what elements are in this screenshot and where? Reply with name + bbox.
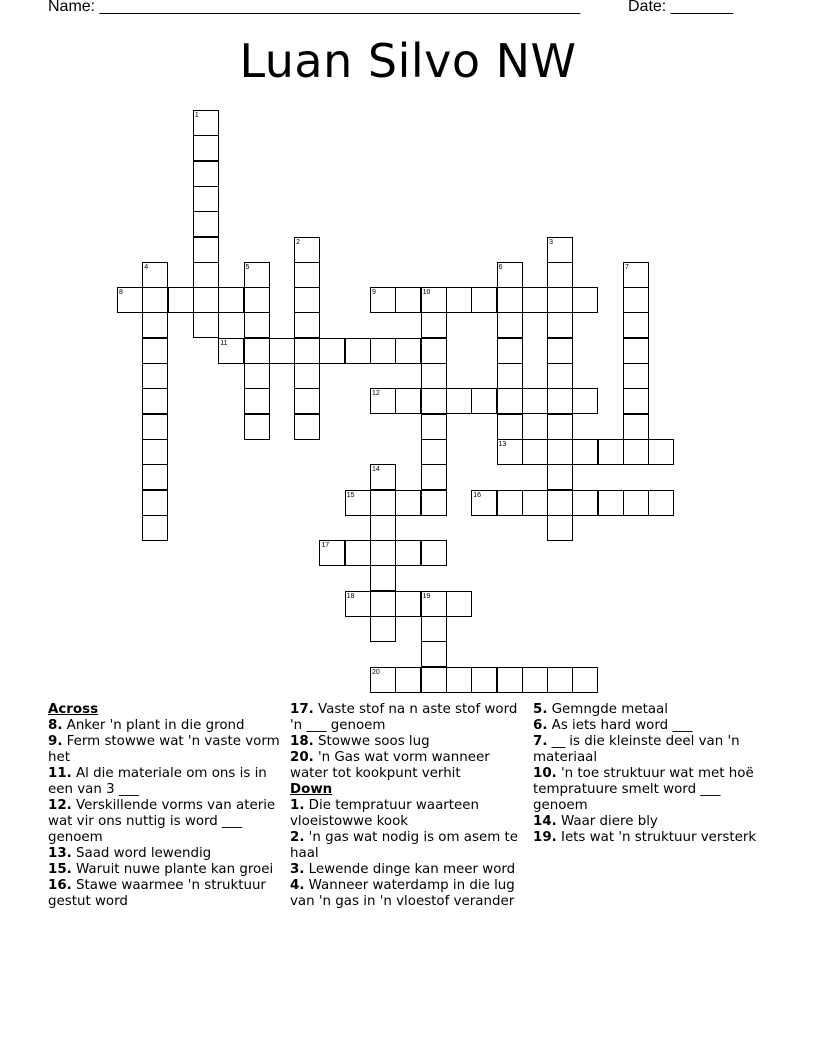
across-clue bbox=[48, 862, 288, 878]
grid-cell[interactable] bbox=[421, 388, 447, 414]
grid-cell[interactable] bbox=[421, 667, 447, 693]
grid-cell[interactable] bbox=[547, 363, 573, 389]
across-clue bbox=[48, 734, 288, 766]
clue-number: 3. bbox=[290, 862, 305, 877]
grid-cell[interactable] bbox=[142, 515, 168, 541]
grid-cell[interactable] bbox=[395, 540, 421, 566]
grid-cell[interactable] bbox=[522, 490, 548, 516]
clue-text: Wanneer waterdamp in die lug van 'n gas in 'n vloestof verander bbox=[290, 878, 515, 909]
grid-cell[interactable] bbox=[244, 414, 270, 440]
cell-number: 8 bbox=[119, 289, 123, 297]
grid-cell[interactable] bbox=[421, 464, 447, 490]
grid-cell[interactable] bbox=[370, 338, 396, 364]
grid-cell[interactable] bbox=[269, 338, 295, 364]
grid-cell[interactable] bbox=[572, 490, 598, 516]
grid-cell[interactable] bbox=[345, 540, 371, 566]
grid-cell[interactable] bbox=[598, 439, 624, 465]
down-clue bbox=[533, 766, 773, 814]
down-clue bbox=[533, 718, 773, 734]
clue-number: 6. bbox=[533, 718, 548, 733]
grid-cell[interactable] bbox=[395, 388, 421, 414]
grid-cell[interactable] bbox=[547, 287, 573, 313]
across-clue bbox=[48, 878, 288, 910]
clue-number: 18. bbox=[290, 734, 314, 749]
clue-number: 20. bbox=[290, 750, 314, 765]
grid-cell[interactable] bbox=[294, 262, 320, 288]
grid-cell[interactable] bbox=[345, 591, 371, 617]
grid-cell[interactable] bbox=[623, 363, 649, 389]
down-clue bbox=[290, 830, 530, 862]
clues-column-1 bbox=[48, 702, 288, 910]
grid-cell[interactable] bbox=[497, 667, 523, 693]
grid-cell[interactable] bbox=[370, 667, 396, 693]
grid-cell[interactable] bbox=[572, 287, 598, 313]
down-clue bbox=[533, 814, 773, 830]
clue-text: Iets wat 'n struktuur versterk bbox=[556, 830, 757, 845]
clue-number: 1. bbox=[290, 798, 305, 813]
clue-text: Gemngde metaal bbox=[547, 702, 668, 717]
grid-cell[interactable] bbox=[446, 591, 472, 617]
grid-cell[interactable] bbox=[598, 490, 624, 516]
grid-cell[interactable] bbox=[497, 338, 523, 364]
grid-cell[interactable] bbox=[319, 338, 345, 364]
grid-cell[interactable] bbox=[345, 338, 371, 364]
grid-cell[interactable] bbox=[193, 312, 219, 338]
down-clue bbox=[290, 798, 530, 830]
grid-cell[interactable] bbox=[547, 338, 573, 364]
date-field[interactable]: Date: _______ bbox=[628, 0, 733, 15]
cell-number: 3 bbox=[549, 238, 553, 246]
down-heading: Down bbox=[290, 782, 333, 797]
grid-cell[interactable] bbox=[497, 490, 523, 516]
grid-cell[interactable] bbox=[370, 565, 396, 591]
page-title: Luan Silvo NW bbox=[239, 34, 577, 88]
clue-number: 16. bbox=[48, 878, 72, 893]
grid-cell[interactable] bbox=[395, 287, 421, 313]
grid-cell[interactable] bbox=[142, 414, 168, 440]
grid-cell[interactable] bbox=[446, 287, 472, 313]
grid-cell[interactable] bbox=[244, 287, 270, 313]
grid-cell[interactable] bbox=[421, 363, 447, 389]
cell-number: 10 bbox=[422, 289, 431, 297]
clue-text: Waar diere bly bbox=[556, 814, 658, 829]
down-clue bbox=[533, 702, 773, 718]
grid-cell[interactable] bbox=[497, 439, 523, 465]
across-clue bbox=[290, 750, 530, 782]
grid-cell[interactable] bbox=[142, 464, 168, 490]
grid-cell[interactable] bbox=[421, 641, 447, 667]
grid-cell[interactable] bbox=[522, 439, 548, 465]
across-heading: Across bbox=[48, 702, 99, 717]
across-clue bbox=[48, 766, 288, 798]
grid-cell[interactable] bbox=[294, 363, 320, 389]
clue-text: __ is die kleinste deel van 'n materiaal bbox=[533, 734, 740, 765]
cell-number: 11 bbox=[220, 339, 228, 347]
cell-number: 5 bbox=[245, 263, 250, 271]
grid-cell[interactable] bbox=[370, 616, 396, 642]
grid-cell[interactable] bbox=[142, 490, 168, 516]
across-clue bbox=[48, 798, 288, 846]
grid-cell[interactable] bbox=[522, 287, 548, 313]
grid-cell[interactable] bbox=[547, 312, 573, 338]
cell-number: 6 bbox=[498, 263, 503, 271]
grid-cell[interactable] bbox=[193, 287, 219, 313]
grid-cell[interactable] bbox=[395, 667, 421, 693]
grid-cell[interactable] bbox=[547, 667, 573, 693]
clue-number: 11. bbox=[48, 766, 72, 781]
clue-text: Stowwe soos lug bbox=[313, 734, 430, 749]
clue-number: 8. bbox=[48, 718, 63, 733]
grid-cell[interactable] bbox=[294, 388, 320, 414]
grid-cell[interactable] bbox=[471, 388, 497, 414]
cell-number: 20 bbox=[372, 668, 380, 676]
grid-cell[interactable] bbox=[370, 490, 396, 516]
grid-cell[interactable] bbox=[497, 312, 523, 338]
clue-number: 9. bbox=[48, 734, 63, 749]
clue-number: 12. bbox=[48, 798, 72, 813]
grid-cell[interactable] bbox=[421, 591, 447, 617]
grid-cell[interactable] bbox=[623, 439, 649, 465]
grid-cell[interactable] bbox=[370, 515, 396, 541]
clue-text: Saad word lewendig bbox=[71, 846, 212, 861]
grid-cell[interactable] bbox=[471, 490, 497, 516]
clue-text: 'n Gas wat vorm wanneer water tot kookpunt verhit bbox=[290, 750, 490, 781]
clue-text: Lewende dinge kan meer word bbox=[304, 862, 516, 877]
grid-cell[interactable] bbox=[193, 262, 219, 288]
grid-cell[interactable] bbox=[547, 262, 573, 288]
cell-number: 18 bbox=[346, 592, 355, 600]
clues-column-3 bbox=[533, 702, 773, 846]
grid-cell[interactable] bbox=[142, 312, 168, 338]
grid-cell[interactable] bbox=[421, 338, 447, 364]
grid-cell[interactable] bbox=[244, 388, 270, 414]
grid-cell[interactable] bbox=[244, 262, 270, 288]
cell-number: 19 bbox=[422, 592, 431, 600]
down-clue bbox=[533, 830, 773, 846]
grid-cell[interactable] bbox=[572, 667, 598, 693]
cell-number: 7 bbox=[625, 263, 629, 271]
grid-cell[interactable] bbox=[117, 287, 143, 313]
clue-number: 15. bbox=[48, 862, 72, 877]
grid-cell[interactable] bbox=[193, 161, 219, 187]
grid-cell[interactable] bbox=[142, 287, 168, 313]
across-clue bbox=[48, 846, 288, 862]
grid-cell[interactable] bbox=[244, 312, 270, 338]
grid-cell[interactable] bbox=[446, 388, 472, 414]
grid-cell[interactable] bbox=[294, 338, 320, 364]
cell-number: 17 bbox=[321, 542, 330, 550]
clue-text: Ferm stowwe wat 'n vaste vorm het bbox=[48, 734, 280, 765]
clue-number: 13. bbox=[48, 846, 72, 861]
grid-cell[interactable] bbox=[294, 287, 320, 313]
grid-cell[interactable] bbox=[193, 110, 219, 136]
cell-number: 14 bbox=[372, 466, 380, 474]
grid-cell[interactable] bbox=[244, 338, 270, 364]
grid-cell[interactable] bbox=[522, 667, 548, 693]
grid-cell[interactable] bbox=[421, 312, 447, 338]
cell-number: 2 bbox=[296, 238, 300, 246]
grid-cell[interactable] bbox=[370, 540, 396, 566]
grid-cell[interactable] bbox=[497, 414, 523, 440]
grid-cell[interactable] bbox=[168, 287, 194, 313]
grid-cell[interactable] bbox=[193, 186, 219, 212]
grid-cell[interactable] bbox=[421, 616, 447, 642]
down-clue bbox=[290, 862, 530, 878]
cell-number: 12 bbox=[372, 390, 380, 398]
grid-cell[interactable] bbox=[623, 287, 649, 313]
clue-number: 19. bbox=[533, 830, 557, 845]
across-clue bbox=[290, 702, 530, 734]
cell-number: 4 bbox=[144, 263, 149, 271]
clue-text: As iets hard word ___ bbox=[547, 718, 693, 733]
clue-text: Al die materiale om ons is in een van 3 ___ bbox=[48, 766, 267, 797]
down-clue bbox=[290, 878, 530, 910]
clue-number: 14. bbox=[533, 814, 557, 829]
grid-cell[interactable] bbox=[370, 591, 396, 617]
grid-cell[interactable] bbox=[294, 237, 320, 263]
cell-number: 1 bbox=[194, 112, 199, 119]
grid-cell[interactable] bbox=[193, 211, 219, 237]
clue-text: Stawe waarmee 'n struktuur gestut word bbox=[48, 878, 266, 909]
clue-number: 4. bbox=[290, 878, 305, 893]
grid-cell[interactable] bbox=[319, 540, 345, 566]
grid-cell[interactable] bbox=[421, 439, 447, 465]
clue-text: Waruit nuwe plante kan groei bbox=[71, 862, 274, 877]
grid-cell[interactable] bbox=[471, 667, 497, 693]
grid-cell[interactable] bbox=[421, 490, 447, 516]
grid-cell[interactable] bbox=[421, 287, 447, 313]
down-clue bbox=[533, 734, 773, 766]
grid-cell[interactable] bbox=[294, 414, 320, 440]
grid-cell[interactable] bbox=[370, 464, 396, 490]
grid-cell[interactable] bbox=[623, 414, 649, 440]
grid-cell[interactable] bbox=[370, 287, 396, 313]
grid-cell[interactable] bbox=[547, 464, 573, 490]
grid-cell[interactable] bbox=[547, 414, 573, 440]
grid-cell[interactable] bbox=[345, 490, 371, 516]
grid-cell[interactable] bbox=[471, 287, 497, 313]
clue-number: 17. bbox=[290, 702, 314, 717]
grid-cell[interactable] bbox=[142, 363, 168, 389]
clues-column-2 bbox=[290, 702, 530, 910]
grid-cell[interactable] bbox=[142, 262, 168, 288]
across-clue bbox=[290, 734, 530, 750]
grid-cell[interactable] bbox=[193, 135, 219, 161]
grid-cell[interactable] bbox=[395, 591, 421, 617]
grid-cell[interactable] bbox=[446, 667, 472, 693]
grid-cell[interactable] bbox=[497, 363, 523, 389]
clue-text: Verskillende vorms van aterie wat vir ons nuttig is word ___ genoem bbox=[48, 798, 276, 845]
cell-number: 9 bbox=[372, 289, 376, 297]
clue-text: Die tempratuur waarteen vloeistowwe kook bbox=[290, 798, 480, 829]
grid-cell[interactable] bbox=[193, 237, 219, 263]
clue-number: 7. bbox=[533, 734, 548, 749]
cell-number: 13 bbox=[498, 440, 507, 448]
grid-cell[interactable] bbox=[294, 312, 320, 338]
clue-number: 5. bbox=[533, 702, 548, 717]
grid-cell[interactable] bbox=[421, 414, 447, 440]
grid-cell[interactable] bbox=[142, 338, 168, 364]
grid-cell[interactable] bbox=[547, 439, 573, 465]
cell-number: 16 bbox=[473, 491, 481, 499]
grid-cell[interactable] bbox=[522, 388, 548, 414]
clue-text: 'n toe struktuur wat met hoë tempratuure smelt word ___ genoem bbox=[533, 766, 754, 813]
across-clue bbox=[48, 718, 288, 734]
grid-cell[interactable] bbox=[497, 388, 523, 414]
clue-text: 'n gas wat nodig is om asem te haal bbox=[290, 830, 519, 861]
grid-cell[interactable] bbox=[142, 388, 168, 414]
grid-cell[interactable] bbox=[218, 338, 244, 364]
grid-cell[interactable] bbox=[648, 490, 674, 516]
grid-cell[interactable] bbox=[623, 262, 649, 288]
grid-cell[interactable] bbox=[497, 262, 523, 288]
grid-cell[interactable] bbox=[547, 237, 573, 263]
name-field[interactable]: Name: ______________________________________________________ bbox=[48, 0, 581, 15]
grid-cell[interactable] bbox=[623, 388, 649, 414]
grid-cell[interactable] bbox=[244, 363, 270, 389]
grid-cell[interactable] bbox=[395, 338, 421, 364]
grid-cell[interactable] bbox=[623, 338, 649, 364]
clue-number: 10. bbox=[533, 766, 557, 781]
grid-cell[interactable] bbox=[547, 490, 573, 516]
cell-number: 15 bbox=[346, 491, 355, 499]
clue-text: Anker 'n plant in die grond bbox=[62, 718, 245, 733]
grid-cell[interactable] bbox=[497, 287, 523, 313]
grid-cell[interactable] bbox=[547, 515, 573, 541]
grid-cell[interactable] bbox=[218, 287, 244, 313]
grid-cell[interactable] bbox=[623, 312, 649, 338]
grid-cell[interactable] bbox=[547, 388, 573, 414]
clue-number: 2. bbox=[290, 830, 305, 845]
clue-text: Vaste stof na n aste stof word 'n ___ genoem bbox=[290, 702, 518, 733]
grid-cell[interactable] bbox=[572, 439, 598, 465]
grid-cell[interactable] bbox=[648, 439, 674, 465]
grid-cell[interactable] bbox=[623, 490, 649, 516]
grid-cell[interactable] bbox=[142, 439, 168, 465]
grid-cell[interactable] bbox=[421, 540, 447, 566]
grid-cell[interactable] bbox=[395, 490, 421, 516]
grid-cell[interactable] bbox=[572, 388, 598, 414]
grid-cell[interactable] bbox=[370, 388, 396, 414]
